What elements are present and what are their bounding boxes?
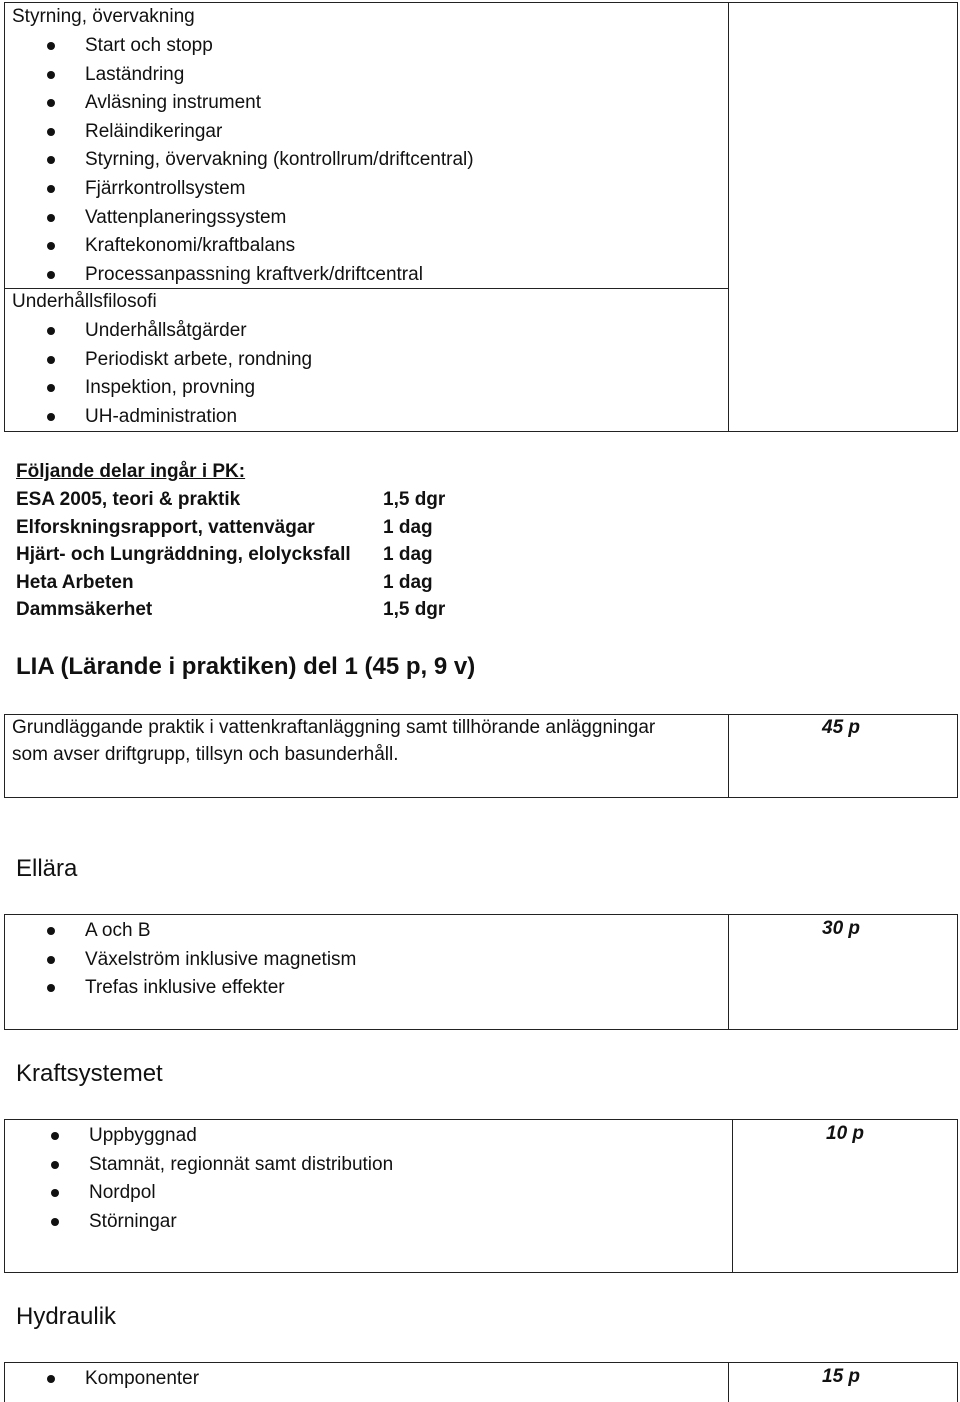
table-divider [728,2,729,432]
pk-course-duration: 1,5 dgr [383,489,446,510]
list-item: Nordpol [89,1182,156,1204]
list-item: Stamnät, regionnät samt distribution [89,1153,394,1175]
bullet-icon [47,327,55,335]
bullet-icon [47,356,55,364]
section-heading-maintenance: Underhållsfilosofi [12,291,157,312]
ellara-heading: Ellära [16,855,78,882]
pk-course-duration: 1 dag [383,516,433,538]
lia-description-line1: Grundläggande praktik i vattenkraftanläggning samt tillhörande anläggningar [12,717,656,738]
table-divider [728,714,729,798]
bullet-icon [47,1375,55,1383]
hydraulik-points: 15 p [822,1366,861,1387]
bullet-icon [51,1161,59,1169]
pk-course-duration: 1,5 dgr [383,599,446,620]
ellara-points: 30 p [822,918,861,939]
pk-heading: Följande delar ingår i PK: [16,461,246,482]
list-item: Start och stopp [85,35,213,56]
list-item: Fjärrkontrollsystem [85,178,246,199]
section-heading-control: Styrning, övervakning [12,6,195,27]
list-item: Periodiskt arbete, rondning [85,348,313,370]
table-divider [728,1362,729,1402]
kraft-heading: Kraftsystemet [16,1060,163,1087]
bullet-icon [47,271,55,279]
list-item: Uppbyggnad [89,1125,197,1146]
lia-points: 45 p [822,717,861,738]
list-item: Kraftekonomi/kraftbalans [85,235,296,257]
bullet-icon [47,413,55,421]
bullet-icon [47,185,55,193]
lia-heading: LIA (Lärande i praktiken) del 1 (45 p, 9 v) [16,653,476,680]
kraft-points: 10 p [826,1123,865,1144]
list-item: UH-administration [85,405,238,427]
pk-course-name: Hjärt- och Lungräddning, elolycksfall [16,544,351,565]
list-item: Inspektion, provning [85,377,256,399]
list-item: Laständring [85,63,185,85]
list-item: Underhållsåtgärder [85,320,247,341]
list-item: Reläindikeringar [85,120,223,142]
list-item: Trefas inklusive effekter [85,977,285,999]
bullet-icon [51,1218,59,1226]
bullet-icon [51,1132,59,1140]
hydraulik-heading: Hydraulik [16,1303,117,1330]
list-item: Vattenplaneringssystem [85,206,287,228]
table-divider [732,1119,733,1273]
pk-course-name: Elforskningsrapport, vattenvägar [16,516,315,538]
bullet-icon [47,214,55,222]
list-item: Växelström inklusive magnetism [85,948,357,970]
bullet-icon [47,956,55,964]
lia-description-line2: som avser driftgrupp, tillsyn och basunderhåll. [12,744,399,765]
list-item: Processanpassning kraftverk/driftcentral [85,263,423,285]
pk-course-duration: 1 dag [383,544,433,565]
bullet-icon [47,927,55,935]
list-item: Störningar [89,1210,177,1232]
pk-course-name: Dammsäkerhet [16,599,153,620]
list-item: Styrning, övervakning (kontrollrum/driftcentral) [85,149,474,171]
bullet-icon [47,71,55,79]
list-item: A och B [85,920,151,941]
list-item: Avläsning instrument [85,92,262,114]
pk-course-name: ESA 2005, teori & praktik [16,489,241,510]
list-item: Komponenter [85,1368,200,1389]
pk-course-name: Heta Arbeten [16,571,134,593]
bullet-icon [47,42,55,50]
table-divider [728,914,729,1030]
bullet-icon [47,128,55,136]
pk-course-duration: 1 dag [383,571,433,593]
